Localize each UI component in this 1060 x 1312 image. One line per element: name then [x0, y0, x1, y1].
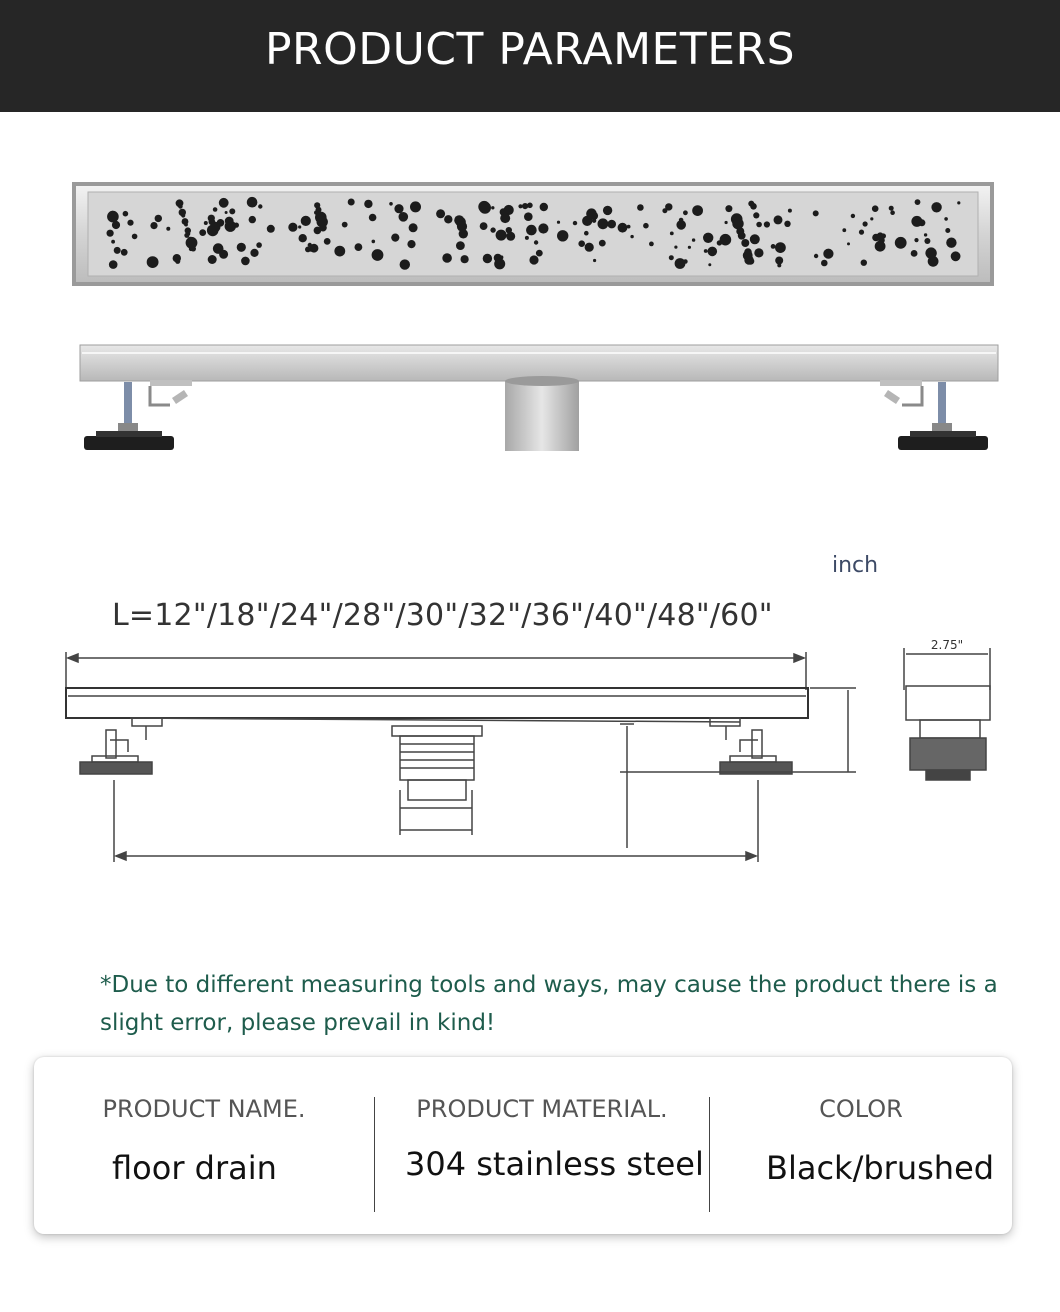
param-product-name [34, 1057, 374, 1234]
length-options-label: L=12"/18"/24"/28"/30"/32"/36"/40"/48"/60" [112, 598, 773, 633]
param-value: 304 stainless steel [405, 1145, 704, 1183]
param-color [710, 1057, 1012, 1234]
technical-drawing [0, 630, 1060, 870]
drawing-outlet [392, 726, 482, 835]
width-dimension-label: 2.75" [930, 638, 964, 652]
drain-top-view [72, 182, 994, 286]
parameters-card [34, 1057, 1012, 1234]
leveling-foot-left [84, 380, 192, 450]
foot-spacing-dimension [114, 780, 758, 862]
param-label: PRODUCT NAME. [102, 1095, 306, 1123]
product-illustration [0, 140, 1060, 470]
param-label: PRODUCT MATERIAL. [416, 1095, 668, 1123]
drawing-end-view [904, 648, 990, 780]
drawing-foot-right [710, 718, 792, 774]
leveling-foot-right [880, 380, 988, 450]
length-dimension [66, 652, 806, 690]
unit-label: inch [832, 553, 879, 578]
page-header [0, 0, 1060, 112]
page-title: PRODUCT PARAMETERS [264, 23, 796, 75]
param-product-material [375, 1057, 709, 1234]
drain-side-view [80, 345, 998, 451]
param-value: Black/brushed [766, 1149, 995, 1187]
measurement-note: *Due to different measuring tools and ways, may cause the product there is a slight error, please prevail in kind! [100, 972, 998, 1036]
param-value: floor drain [112, 1149, 277, 1187]
param-label: COLOR [819, 1095, 903, 1123]
drawing-foot-left [80, 718, 162, 774]
